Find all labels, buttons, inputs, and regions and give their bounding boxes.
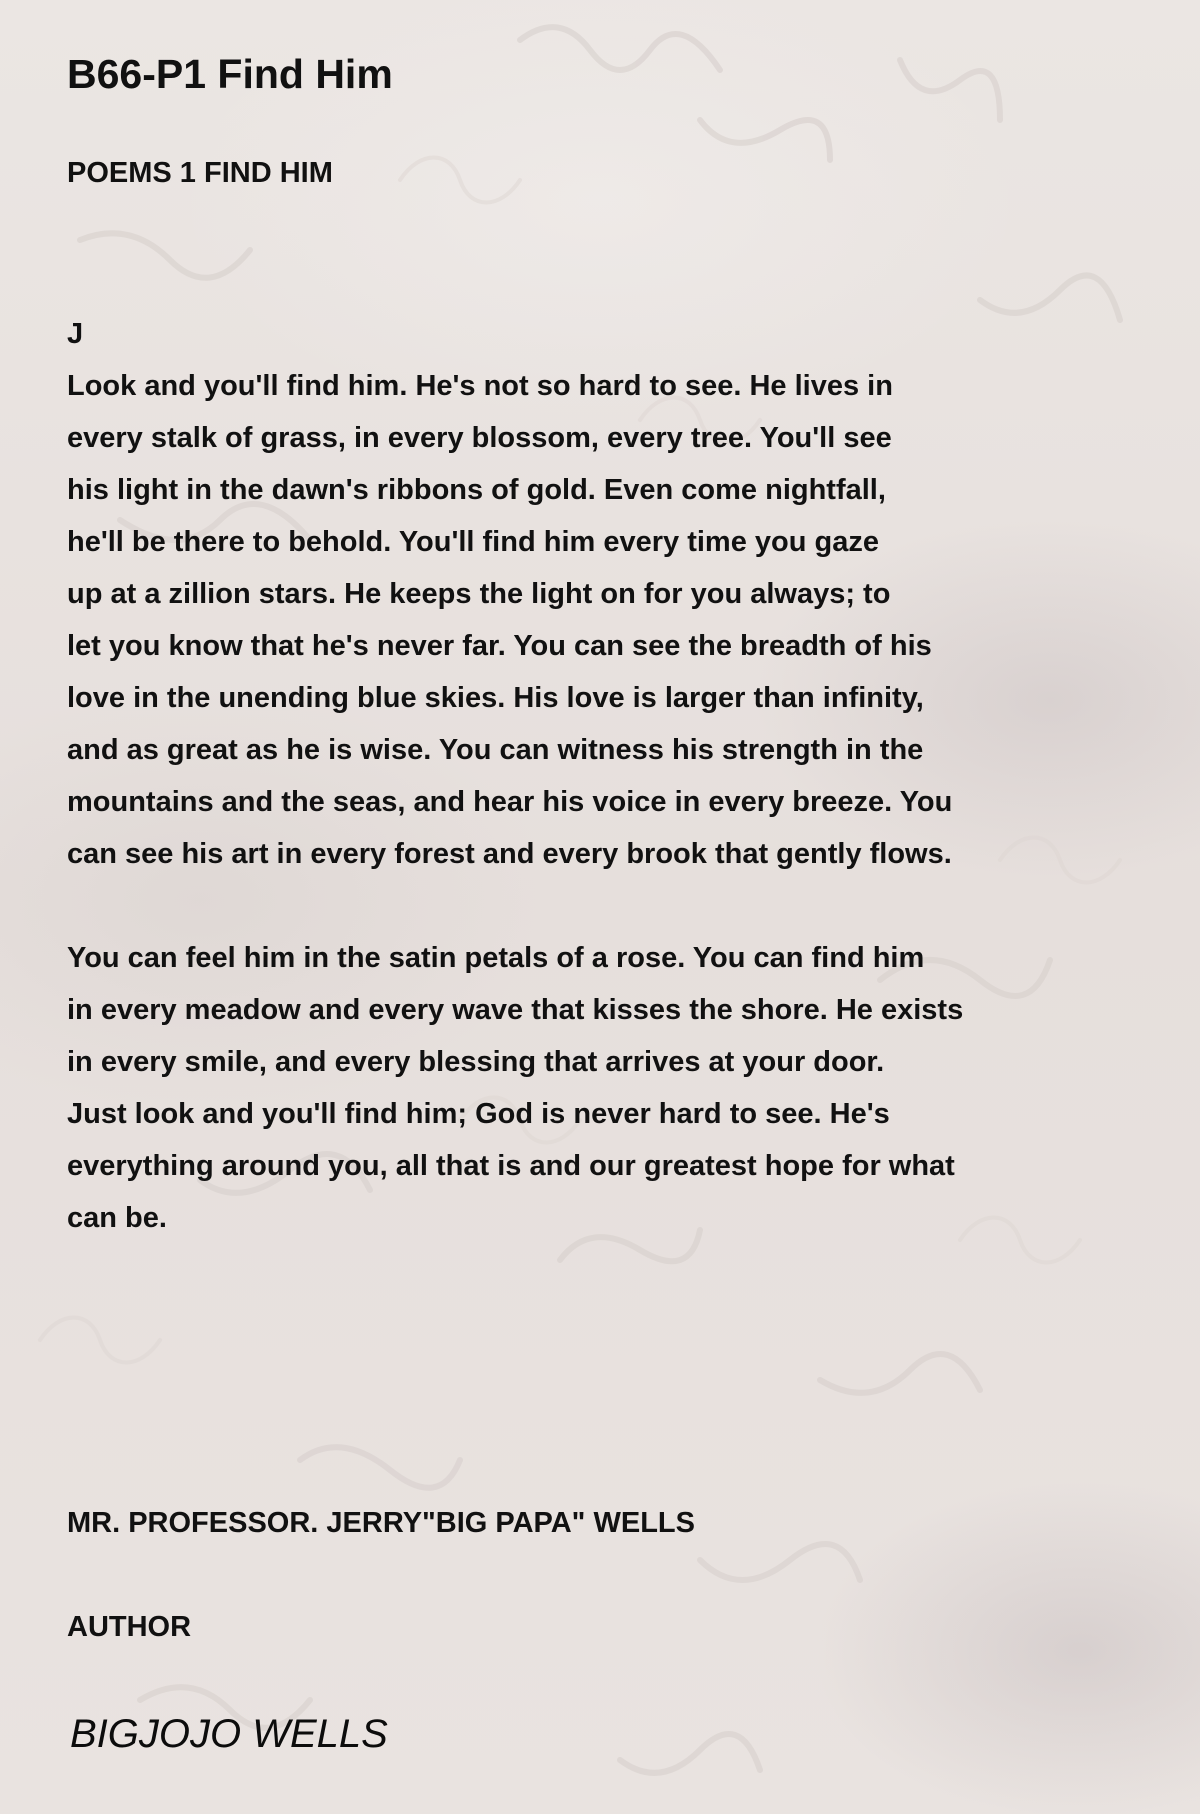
poem-line: everything around you, all that is and our greatest hope for what — [67, 1150, 955, 1182]
poem-line: every stalk of grass, in every blossom, every tree. You'll see — [67, 422, 892, 454]
poem-line: Just look and you'll find him; God is never hard to see. He's — [67, 1098, 890, 1130]
poem-line: You can feel him in the satin petals of a rose. You can find him — [67, 942, 925, 974]
author-signature: BIGJOJO WELLS — [70, 1712, 388, 1756]
poem-subtitle: POEMS 1 FIND HIM — [67, 157, 333, 189]
poem-body — [67, 308, 963, 1244]
poem-line: he'll be there to behold. You'll find him every time you gaze — [67, 526, 879, 558]
poem-line: can see his art in every forest and every brook that gently flows. — [67, 838, 952, 870]
poem-line: in every meadow and every wave that kisses the shore. He exists — [67, 994, 964, 1026]
poem-line: Look and you'll find him. He's not so hard to see. He lives in — [67, 370, 893, 402]
poem-title: B66-P1 Find Him — [67, 51, 393, 97]
poem-line: love in the unending blue skies. His love is larger than infinity, — [67, 682, 924, 714]
poem-line: up at a zillion stars. He keeps the light on for you always; to — [67, 578, 891, 610]
author-name: MR. PROFESSOR. JERRY"BIG PAPA" WELLS — [67, 1507, 695, 1539]
poem-line: mountains and the seas, and hear his voice in every breeze. You — [67, 786, 953, 818]
poem-line: in every smile, and every blessing that arrives at your door. — [67, 1046, 885, 1078]
poem-line: let you know that he's never far. You can see the breadth of his — [67, 630, 932, 662]
poem-line: J — [67, 318, 84, 350]
stanza-break — [67, 880, 963, 932]
poem-stanza-2 — [67, 932, 963, 1244]
poem-line: and as great as he is wise. You can witness his strength in the — [67, 734, 924, 766]
author-label: AUTHOR — [67, 1611, 192, 1643]
poem-line: can be. — [67, 1202, 167, 1234]
poem-stanza-1 — [67, 308, 963, 880]
poem-line: his light in the dawn's ribbons of gold. Even come nightfall, — [67, 474, 886, 506]
